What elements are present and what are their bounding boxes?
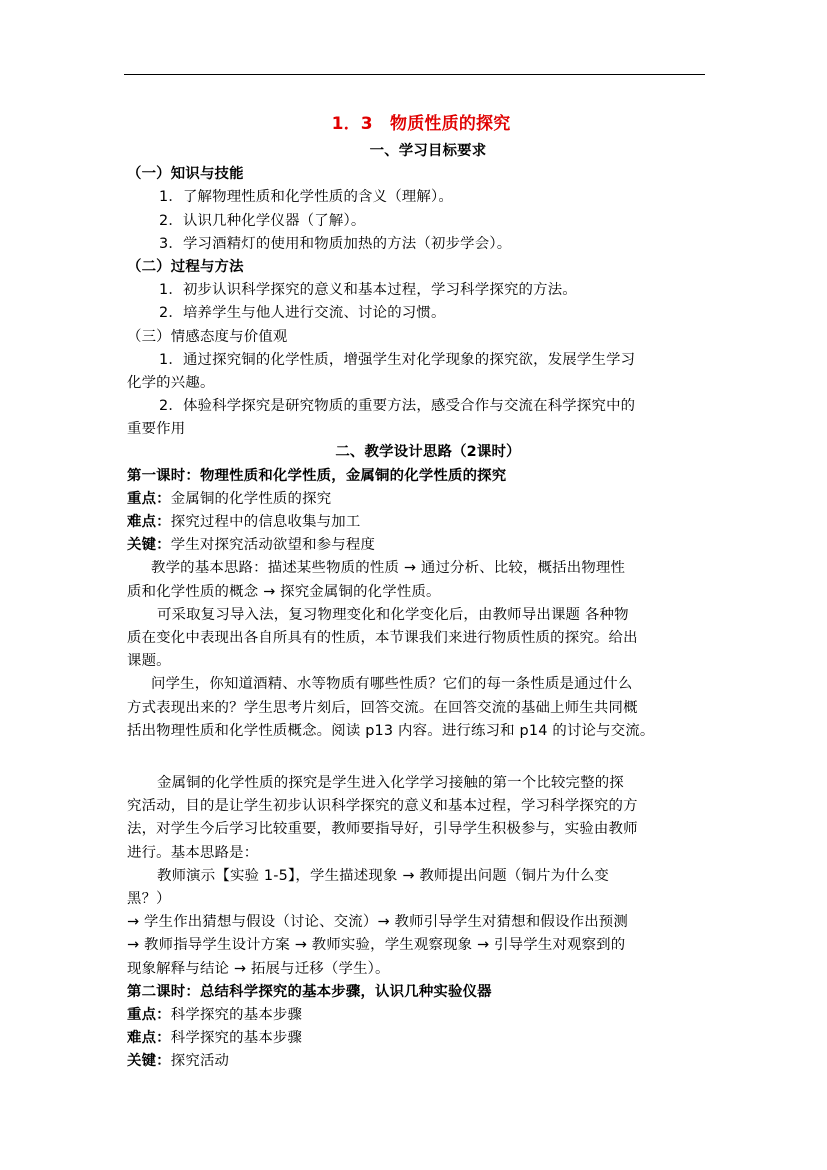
subheading-attitudes-values: （三）情感态度与价值观 [127,328,288,345]
key-label: 重点： [127,490,171,507]
key-text: 金属铜的化学性质的探究 [170,490,332,507]
paragraph-line: 质在变化中表现出各自所具有的性质，本节课我们来进行物质性质的探究。给出 [127,629,638,646]
difficulty-text: 探究过程中的信息收集与加工 [170,514,361,530]
section-heading-objectives: 一、学习目标要求 [369,143,487,159]
section-heading-design: 二、教学设计思路（2课时） [335,444,521,461]
paragraph-line: 2．体验科学探究是研究物质的重要方法，感受合作与交流在科学探究中的 [159,398,636,415]
crux-label: 关键： [127,1053,171,1070]
paragraph-line: 化学的兴趣。 [127,374,215,391]
lesson1-key-point [127,488,709,511]
list-item: 1．了解物理性质和化学性质的含义（理解）。 [159,189,453,206]
crux-label: 关键： [127,537,171,554]
paragraph-line: 问学生，你知道酒精、水等物质有哪些性质？它们的每一条性质是通过什么 [151,676,633,693]
subheading-process-methods: （二）过程与方法 [127,258,244,275]
lesson1-heading: 第一课时：物理性质和化学性质，金属铜的化学性质的探究 [127,467,507,484]
list-item: 1．初步认识科学探究的意义和基本过程，学习科学探究的方法。 [159,282,577,299]
paragraph-line: 1．通过探究铜的化学性质，增强学生对化学现象的探究欲，发展学生学习 [159,351,636,368]
paragraph-line: → 学生作出猜想与假设（讨论、交流）→ 教师引导学生对猜想和假设作出预测 [127,914,628,931]
subheading-knowledge-skills: （一）知识与技能 [127,166,244,183]
paragraph-line: 可采取复习导入法，复习物理变化和化学变化后，由教师导出课题 各种物 [157,606,629,623]
paragraph-line: 教师演示【实验 1-5】，学生描述现象 → 教师提出问题（铜片为什么变 [157,867,610,884]
paragraph-line: 方式表现出来的？学生思考片刻后，回答交流。在回答交流的基础上师生共同概 [127,699,638,716]
header-rule [124,74,705,75]
paragraph-line: 究活动，目的是让学生初步认识科学探究的意义和基本过程，学习科学探究的方 [127,798,638,815]
lesson2-key-point [127,1004,709,1027]
lesson1-difficulty [127,511,709,534]
lesson2-heading: 第二课时：总结科学探究的基本步骤，认识几种实验仪器 [127,983,492,1000]
list-item: 2．认识几种化学仪器（了解）。 [159,212,366,229]
lesson2-difficulty [127,1027,709,1050]
paragraph-line: 进行。基本思路是： [127,844,259,861]
key-label: 重点： [127,1006,171,1023]
list-item: 3．学习酒精灯的使用和物质加热的方法（初步学会）。 [159,235,512,252]
paragraph-line: 现象解释与结论 → 拓展与迁移（学生）。 [127,960,390,977]
difficulty-text: 科学探究的基本步骤 [170,1030,303,1047]
paragraph-line: 括出物理性质和化学性质概念。阅读 p13 内容。进行练习和 p14 的讨论与交流。 [127,722,655,739]
crux-text: 学生对探究活动欲望和参与程度 [170,537,376,554]
paragraph-line: 黑？） [127,891,171,907]
paragraph-line: 金属铜的化学性质的探究是学生进入化学学习接触的第一个比较完整的探 [157,775,624,792]
lesson1-crux [127,534,709,557]
paragraph-line: 法，对学生今后学习比较重要，教师要指导好，引导学生积极参与，实验由教师 [127,821,638,838]
difficulty-label: 难点： [127,1030,171,1047]
page-title: 1．3 物质性质的探究 [331,114,511,134]
paragraph-line: → 教师指导学生设计方案 → 教师实验，学生观察现象 → 引导学生对观察到的 [127,937,626,954]
key-text: 科学探究的基本步骤 [170,1006,303,1023]
paragraph-line: 质和化学性质的概念 → 探究金属铜的化学性质。 [127,583,441,600]
lesson2-crux [127,1050,709,1073]
difficulty-label: 难点： [127,514,171,530]
paragraph-line: 重要作用 [127,421,186,438]
crux-text: 探究活动 [170,1053,230,1070]
paragraph-line: 课题。 [127,653,171,670]
blank-line [127,743,709,766]
paragraph-line: 教学的基本思路：描述某些物质的性质 → 通过分析、比较，概括出物理性 [151,560,626,577]
document-body [127,108,709,1074]
list-item: 2．培养学生与他人进行交流、讨论的习惯。 [159,305,446,322]
